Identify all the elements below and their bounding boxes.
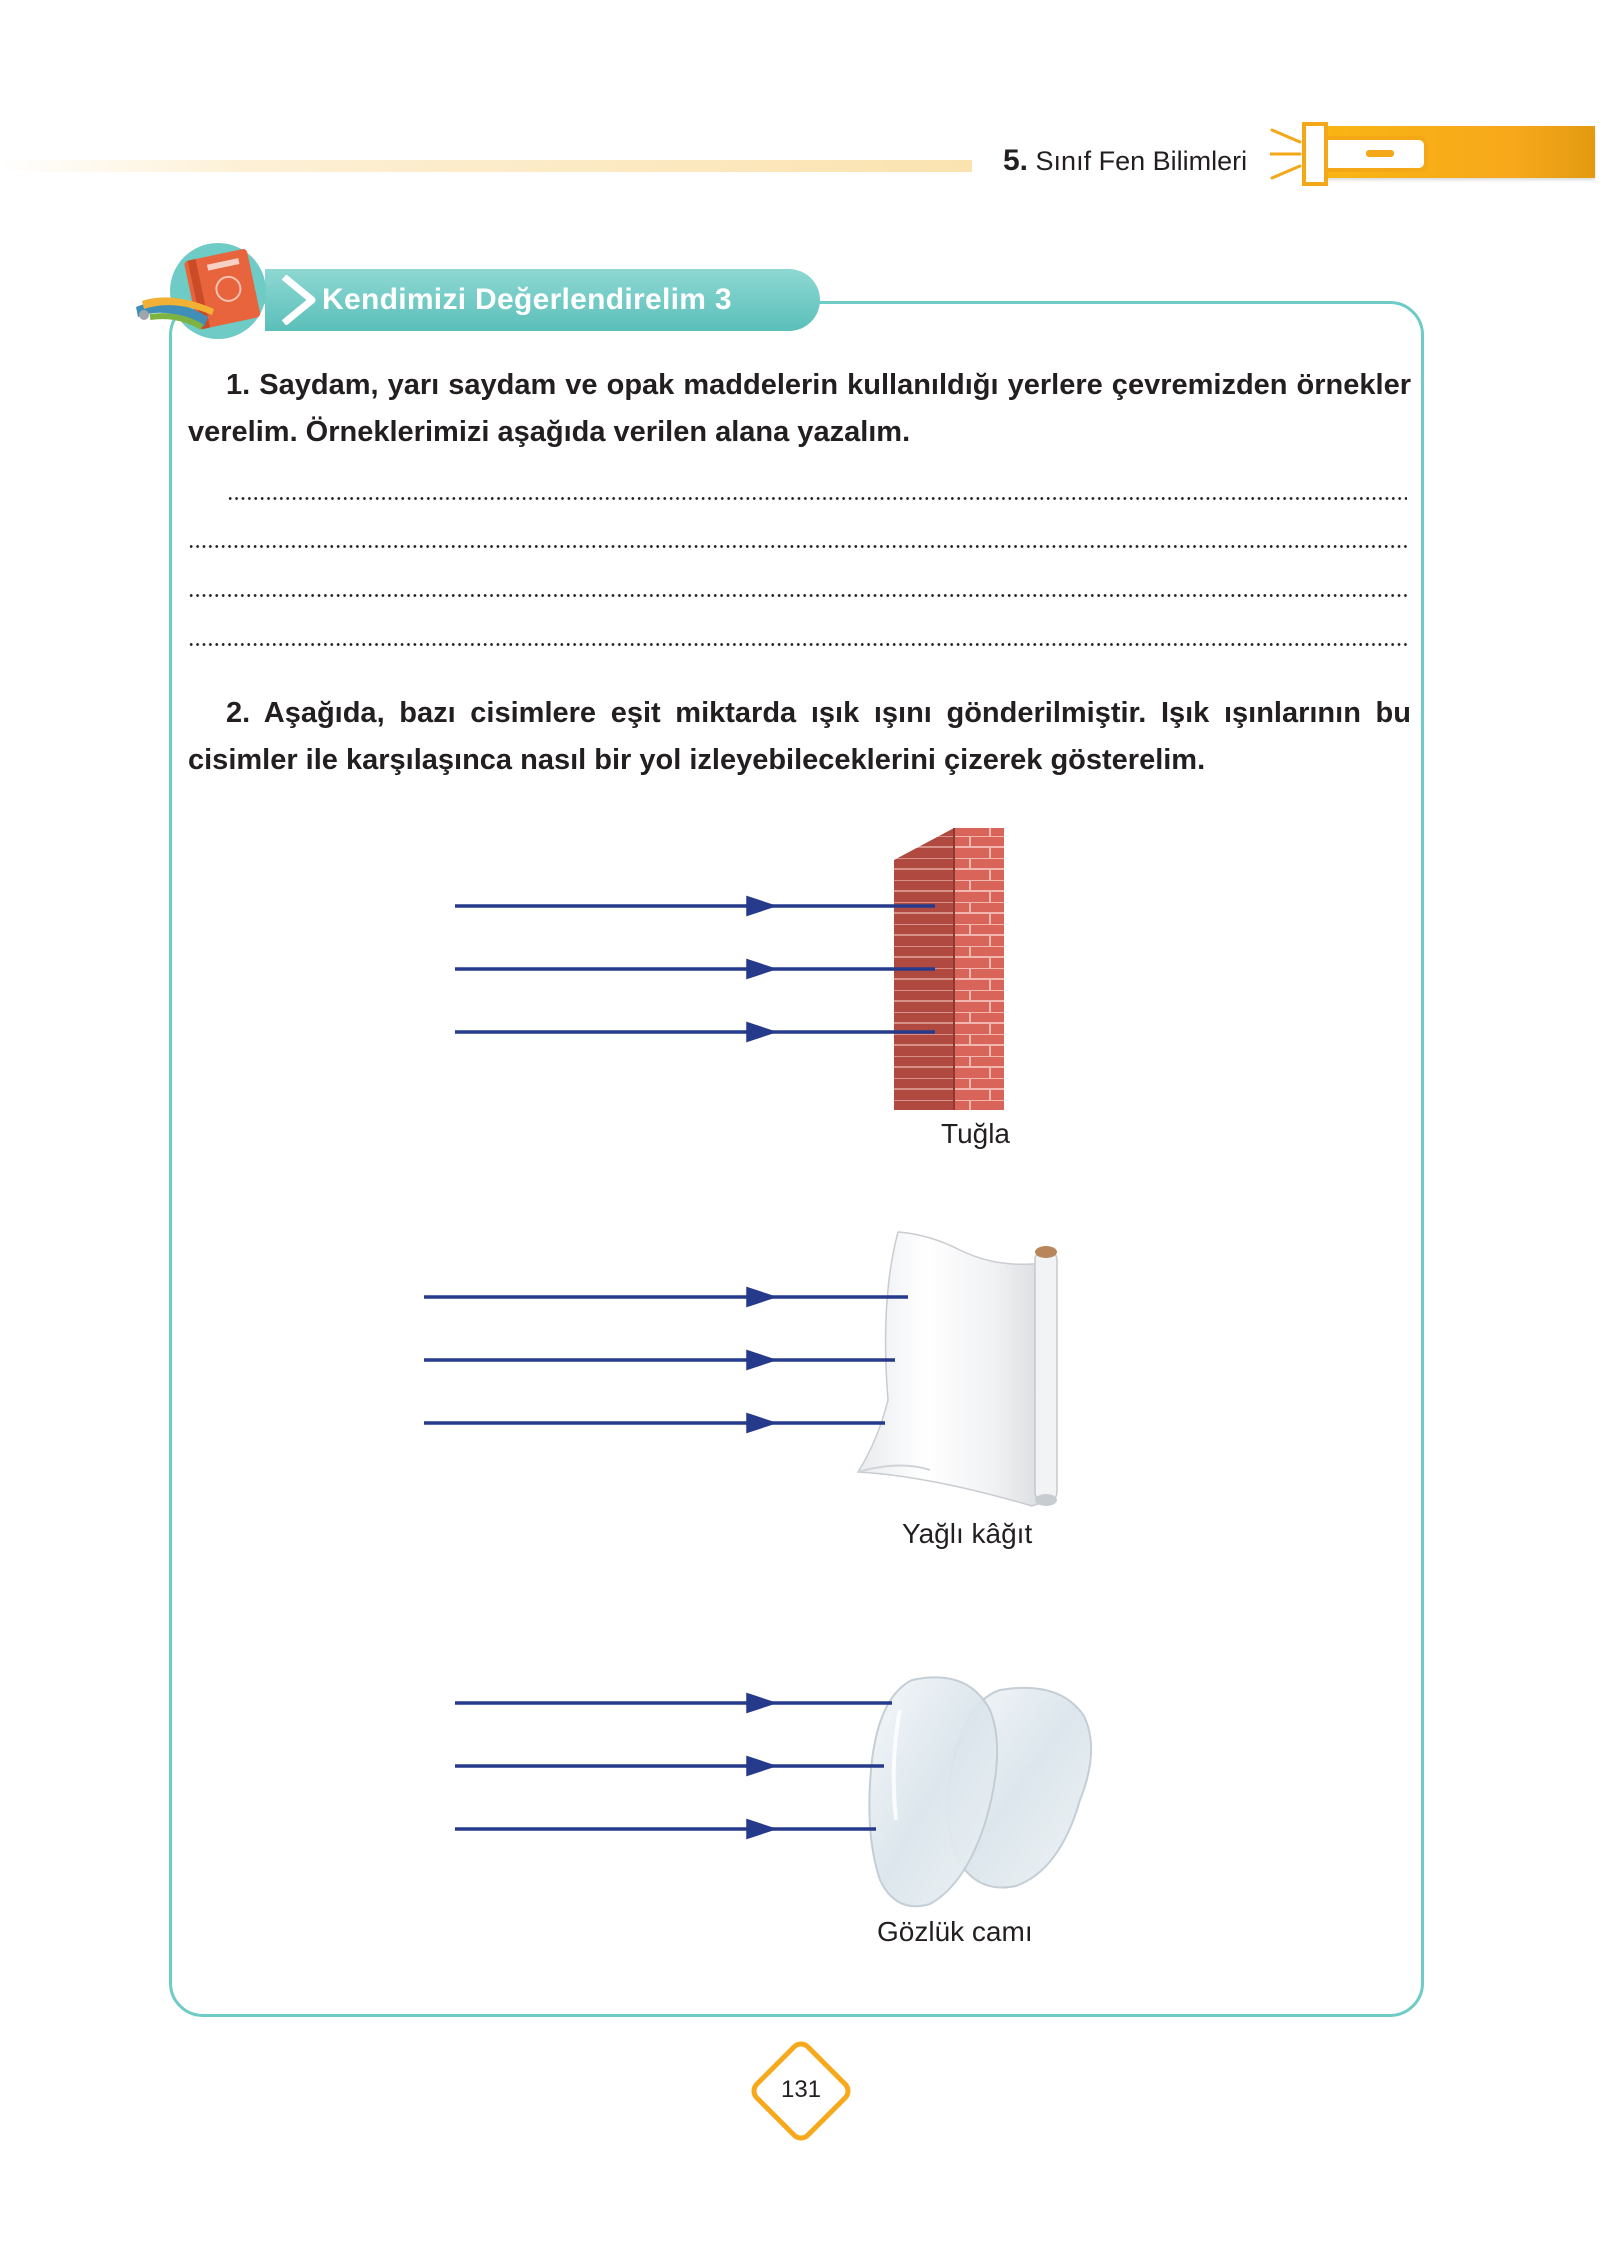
- grade-number: 5.: [1003, 144, 1029, 177]
- rays-brick: [455, 898, 935, 1040]
- brick-label: Tuğla: [941, 1118, 1011, 1149]
- oil-paper-label: Yağlı kâğıt: [902, 1518, 1033, 1549]
- rays-glass: [455, 1695, 892, 1837]
- glasses-label: Gözlük camı: [877, 1916, 1033, 1947]
- rays-paper: [424, 1289, 908, 1431]
- glasses-lenses: [869, 1677, 1091, 1906]
- question-2-number: 2.: [226, 697, 251, 729]
- question-1-text: Saydam, yarı saydam ve opak maddelerin kullanıldığı yerlere çevremizden örnekler verelim. Örneklerimizi aşağıda verilen alana yazalım.: [188, 369, 1412, 448]
- question-2-text: Aşağıda, bazı cisimlere eşit miktarda ışık ışını gönderilmiştir. Işık ışınlarının bu cisimler ile karşılaşınca nasıl bir yol izleyebileceklerini çizerek gösterelim.: [188, 697, 1411, 776]
- oil-paper: [858, 1232, 1057, 1506]
- question-1-number: 1.: [226, 369, 251, 401]
- subject-name: Sınıf Fen Bilimleri: [1035, 146, 1248, 176]
- page-number: 131: [780, 2076, 822, 2103]
- section-title: Kendimizi Değerlendirelim 3: [322, 283, 732, 316]
